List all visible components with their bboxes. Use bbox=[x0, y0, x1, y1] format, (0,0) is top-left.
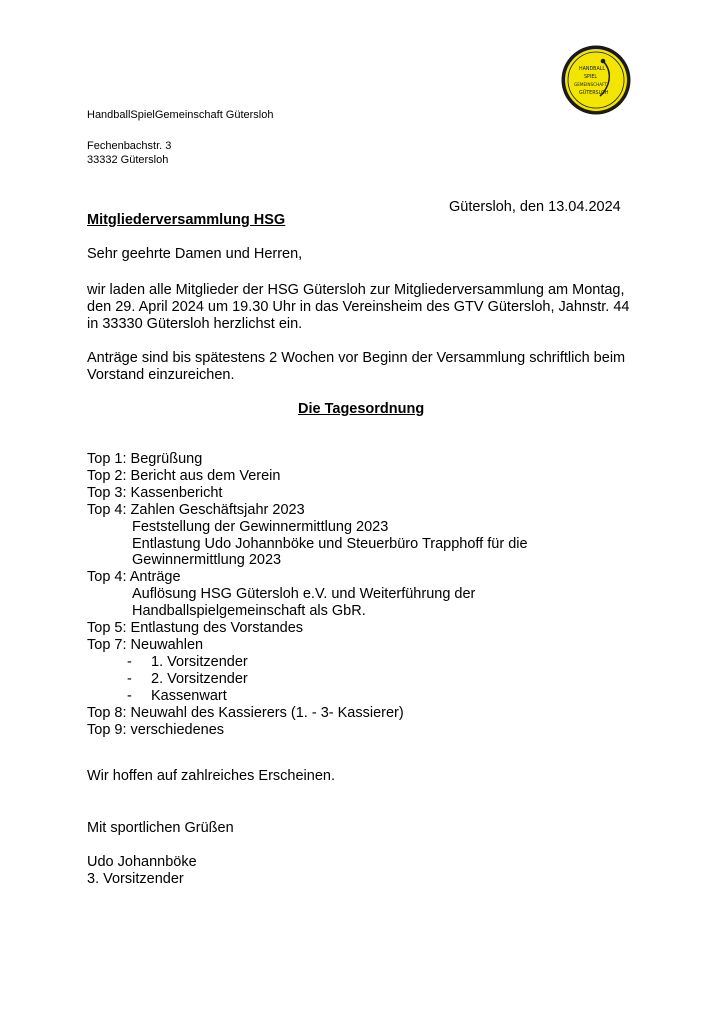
hsg-logo bbox=[560, 44, 632, 116]
agenda-top-7-sub-3 bbox=[87, 688, 528, 705]
agenda-top-9: Top 9: verschiedenes bbox=[87, 721, 225, 738]
paragraph-2-line-1: Anträge sind bis spätestens 2 Wochen vor Beginn der Versammlung schriftlich beim bbox=[87, 350, 626, 366]
agenda-title: Die Tagesordnung bbox=[298, 401, 425, 417]
agenda-top-8: Top 8: Neuwahl des Kassierers (1. - 3- Kassierer) bbox=[87, 704, 404, 721]
agenda-top-7-sub-2 bbox=[87, 671, 528, 688]
agenda-top-2: Top 2: Bericht aus dem Verein bbox=[87, 467, 281, 484]
sender-street: Fechenbachstr. 3 bbox=[87, 140, 172, 152]
logo-line-1: HANDBALL bbox=[579, 67, 606, 72]
agenda-top-4b-sub-1: Auflösung HSG Gütersloh e.V. und Weiterführung der bbox=[132, 586, 476, 603]
agenda-top-4a-sub-2: Entlastung Udo Johannböke und Steuerbüro Trapphoff für die bbox=[132, 535, 528, 552]
paragraph-1-line-1: wir laden alle Mitglieder der HSG Gütersloh zur Mitgliederversammlung am Montag, bbox=[87, 282, 625, 298]
agenda-top-7: Top 7: Neuwahlen bbox=[87, 636, 204, 653]
agenda-top-4a: Top 4: Zahlen Geschäftsjahr 2023 bbox=[87, 501, 305, 518]
dash-bullet: - bbox=[127, 687, 132, 704]
paragraph-1-line-3: in 33330 Gütersloh herzlichst ein. bbox=[87, 316, 303, 332]
sender-name: HandballSpielGemeinschaft Gütersloh bbox=[87, 109, 274, 121]
dash-bullet: - bbox=[127, 670, 132, 687]
paragraph-1-line-2: den 29. April 2024 um 19.30 Uhr in das Vereinsheim des GTV Gütersloh, Jahnstr. 44 bbox=[87, 299, 630, 315]
sender-city: 33332 Gütersloh bbox=[87, 154, 169, 166]
signer-name: Udo Johannböke bbox=[87, 854, 197, 870]
closing-line-2: Mit sportlichen Grüßen bbox=[87, 820, 234, 836]
logo-line-3: GEMEINSCHAFT bbox=[574, 82, 608, 87]
agenda-top-4b-sub-2: Handballspielgemeinschaft als GbR. bbox=[132, 603, 366, 620]
dash-bullet: - bbox=[127, 653, 132, 670]
agenda-top-5: Top 5: Entlastung des Vorstandes bbox=[87, 620, 304, 637]
agenda-top-7-sub-1 bbox=[87, 654, 528, 671]
subject: Mitgliederversammlung HSG bbox=[87, 212, 286, 228]
logo-line-2: SPIEL bbox=[584, 75, 598, 80]
agenda-top-4a-sub-3: Gewinnermittlung 2023 bbox=[132, 552, 282, 569]
agenda-top-7-sub-1-text: 1. Vorsitzender bbox=[151, 653, 248, 670]
agenda-top-4a-sub-1: Feststellung der Gewinnermittlung 2023 bbox=[132, 518, 389, 535]
agenda-top-7-sub-2-text: 2. Vorsitzender bbox=[151, 670, 248, 687]
date-line: Gütersloh, den 13.04.2024 bbox=[449, 199, 621, 215]
agenda-top-4b: Top 4: Anträge bbox=[87, 569, 181, 586]
logo-line-4: GÜTERSLOH bbox=[579, 91, 609, 96]
signer-title: 3. Vorsitzender bbox=[87, 871, 184, 887]
agenda-top-7-sub-3-text: Kassenwart bbox=[151, 687, 227, 704]
salutation: Sehr geehrte Damen und Herren, bbox=[87, 246, 303, 262]
agenda-top-1: Top 1: Begrüßung bbox=[87, 451, 203, 467]
closing-line-1: Wir hoffen auf zahlreiches Erscheinen. bbox=[87, 768, 335, 784]
paragraph-2-line-2: Vorstand einzureichen. bbox=[87, 367, 235, 383]
agenda-list bbox=[87, 451, 528, 738]
agenda-top-3: Top 3: Kassenbericht bbox=[87, 484, 223, 501]
